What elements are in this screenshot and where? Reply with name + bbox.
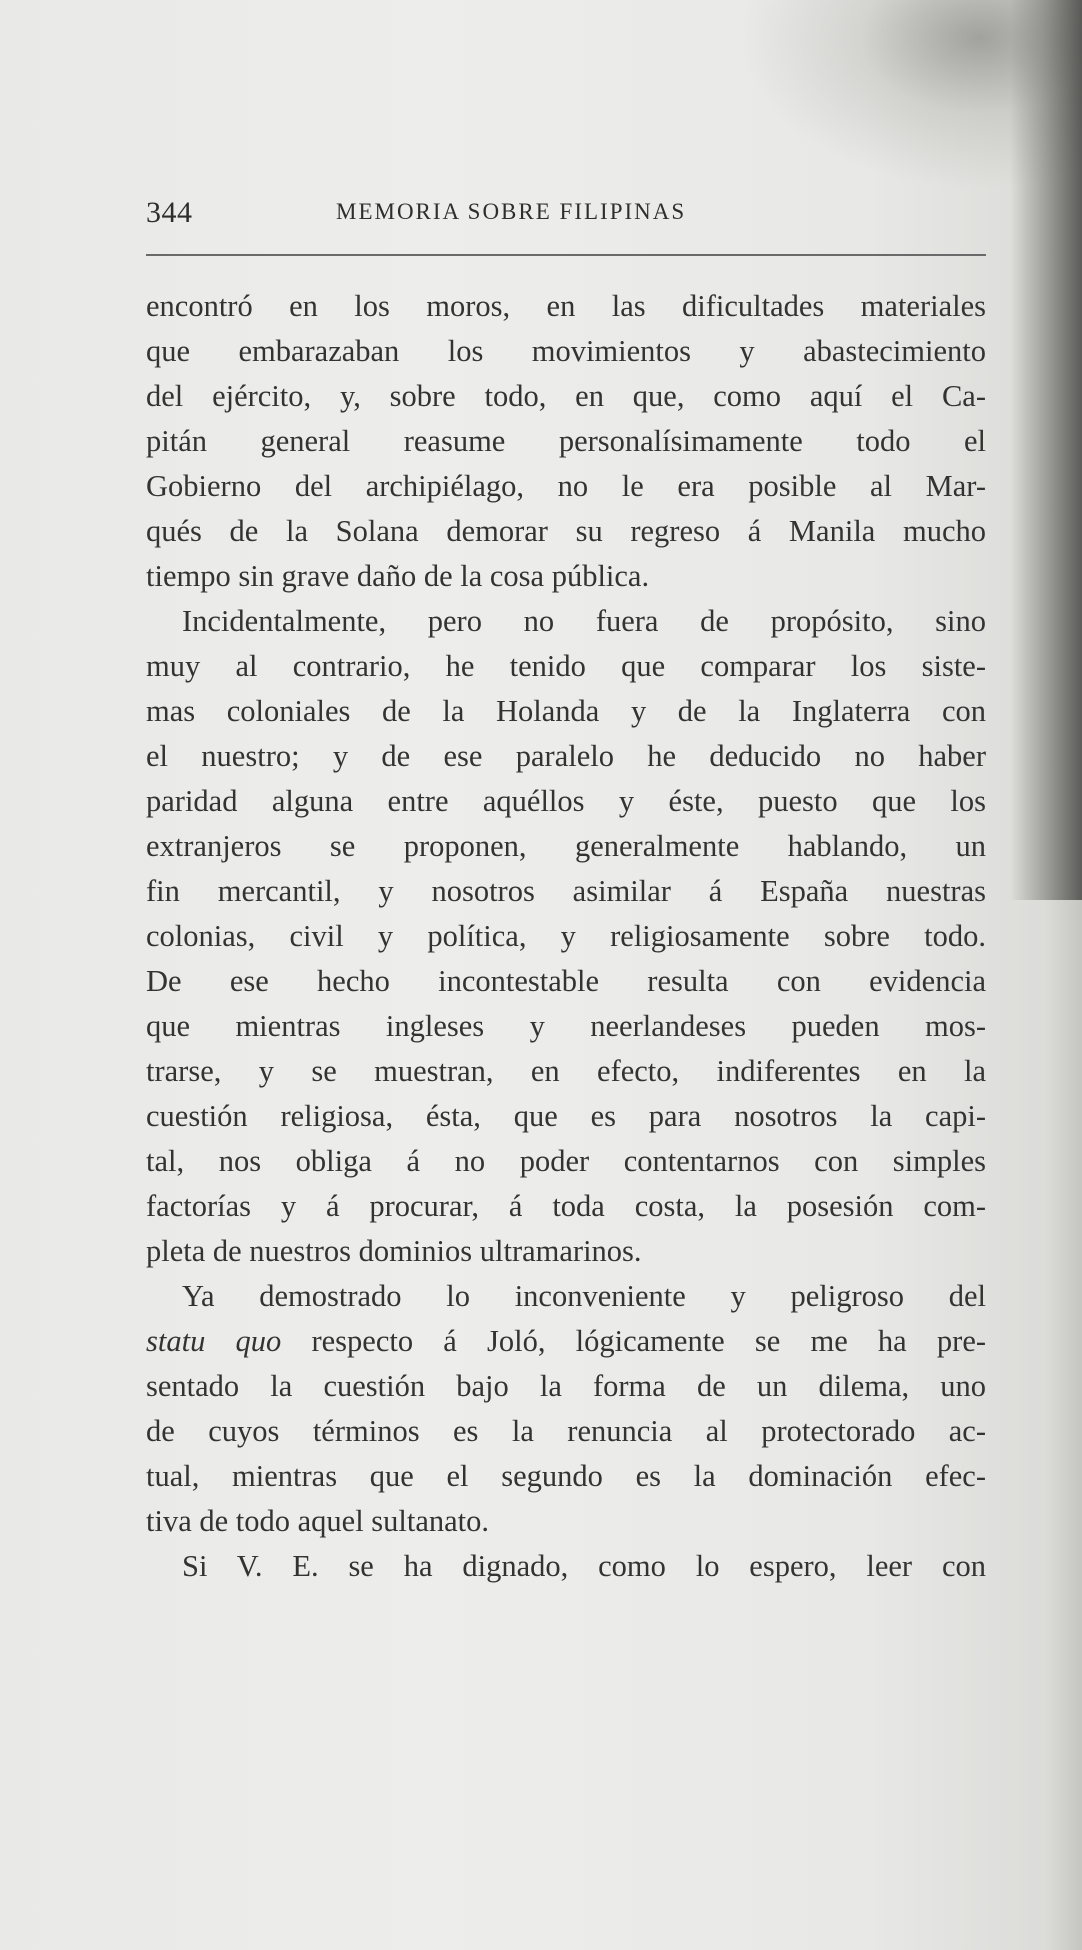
text-line: sentado la cuestión bajo la forma de un dilema, uno xyxy=(146,1369,986,1403)
text-line: qués de la Solana demorar su regreso á Manila mucho xyxy=(146,514,986,548)
page-number: 344 xyxy=(146,196,193,229)
text-line: De ese hecho incontestable resulta con evidencia xyxy=(146,964,986,998)
text-line: pleta de nuestros dominios ultramarinos. xyxy=(146,1234,642,1268)
text-line-remainder: respecto á Joló, lógicamente se me ha pre- xyxy=(311,1324,987,1358)
running-title: MEMORIA SOBRE FILIPINAS xyxy=(336,199,687,224)
text-line: pitán general reasume personalísimamente todo el xyxy=(146,424,986,458)
running-head xyxy=(146,196,986,232)
text-line-with-italic xyxy=(146,1319,986,1364)
text-line: tal, nos obliga á no poder contentarnos con simples xyxy=(146,1144,986,1178)
text-line: trarse, y se muestran, en efecto, indiferentes en la xyxy=(146,1054,986,1088)
text-line: colonias, civil y política, y religiosamente sobre todo. xyxy=(146,919,986,953)
text-line: muy al contrario, he tenido que comparar los siste- xyxy=(146,649,986,683)
text-line: que embarazaban los movimientos y abastecimiento xyxy=(146,334,986,368)
damaged-page-edge xyxy=(1010,0,1082,900)
paragraph-start-line: Si V. E. se ha dignado, como lo espero, leer con xyxy=(182,1549,986,1583)
header-rule xyxy=(146,254,986,256)
text-line: del ejército, y, sobre todo, en que, como aquí el Ca- xyxy=(146,379,986,413)
body-text xyxy=(146,284,986,1589)
paragraph-start-line: Ya demostrado lo inconveniente y peligroso del xyxy=(182,1279,986,1313)
text-line: mas coloniales de la Holanda y de la Inglaterra con xyxy=(146,694,986,728)
page-edge-shadow xyxy=(1045,900,1082,1950)
text-line: encontró en los moros, en las dificultades materiales xyxy=(146,289,986,323)
text-line: tiempo sin grave daño de la cosa pública. xyxy=(146,559,650,593)
text-line: cuestión religiosa, ésta, que es para nosotros la capi- xyxy=(146,1099,986,1133)
text-line: factorías y á procurar, á toda costa, la posesión com- xyxy=(146,1189,986,1223)
text-line: paridad alguna entre aquéllos y éste, puesto que los xyxy=(146,784,986,818)
text-line: extranjeros se proponen, generalmente hablando, un xyxy=(146,829,986,863)
paragraph-start-line: Incidentalmente, pero no fuera de propósito, sino xyxy=(182,604,986,638)
text-line: Gobierno del archipiélago, no le era posible al Mar- xyxy=(146,469,986,503)
italic-phrase: statu quo xyxy=(146,1324,282,1358)
text-line: tual, mientras que el segundo es la dominación efec- xyxy=(146,1459,986,1493)
text-line: el nuestro; y de ese paralelo he deducido no haber xyxy=(146,739,986,773)
text-line: tiva de todo aquel sultanato. xyxy=(146,1504,490,1538)
text-line: fin mercantil, y nosotros asimilar á España nuestras xyxy=(146,874,986,908)
text-line: de cuyos términos es la renuncia al protectorado ac- xyxy=(146,1414,986,1448)
text-line: que mientras ingleses y neerlandeses pueden mos- xyxy=(146,1009,986,1043)
